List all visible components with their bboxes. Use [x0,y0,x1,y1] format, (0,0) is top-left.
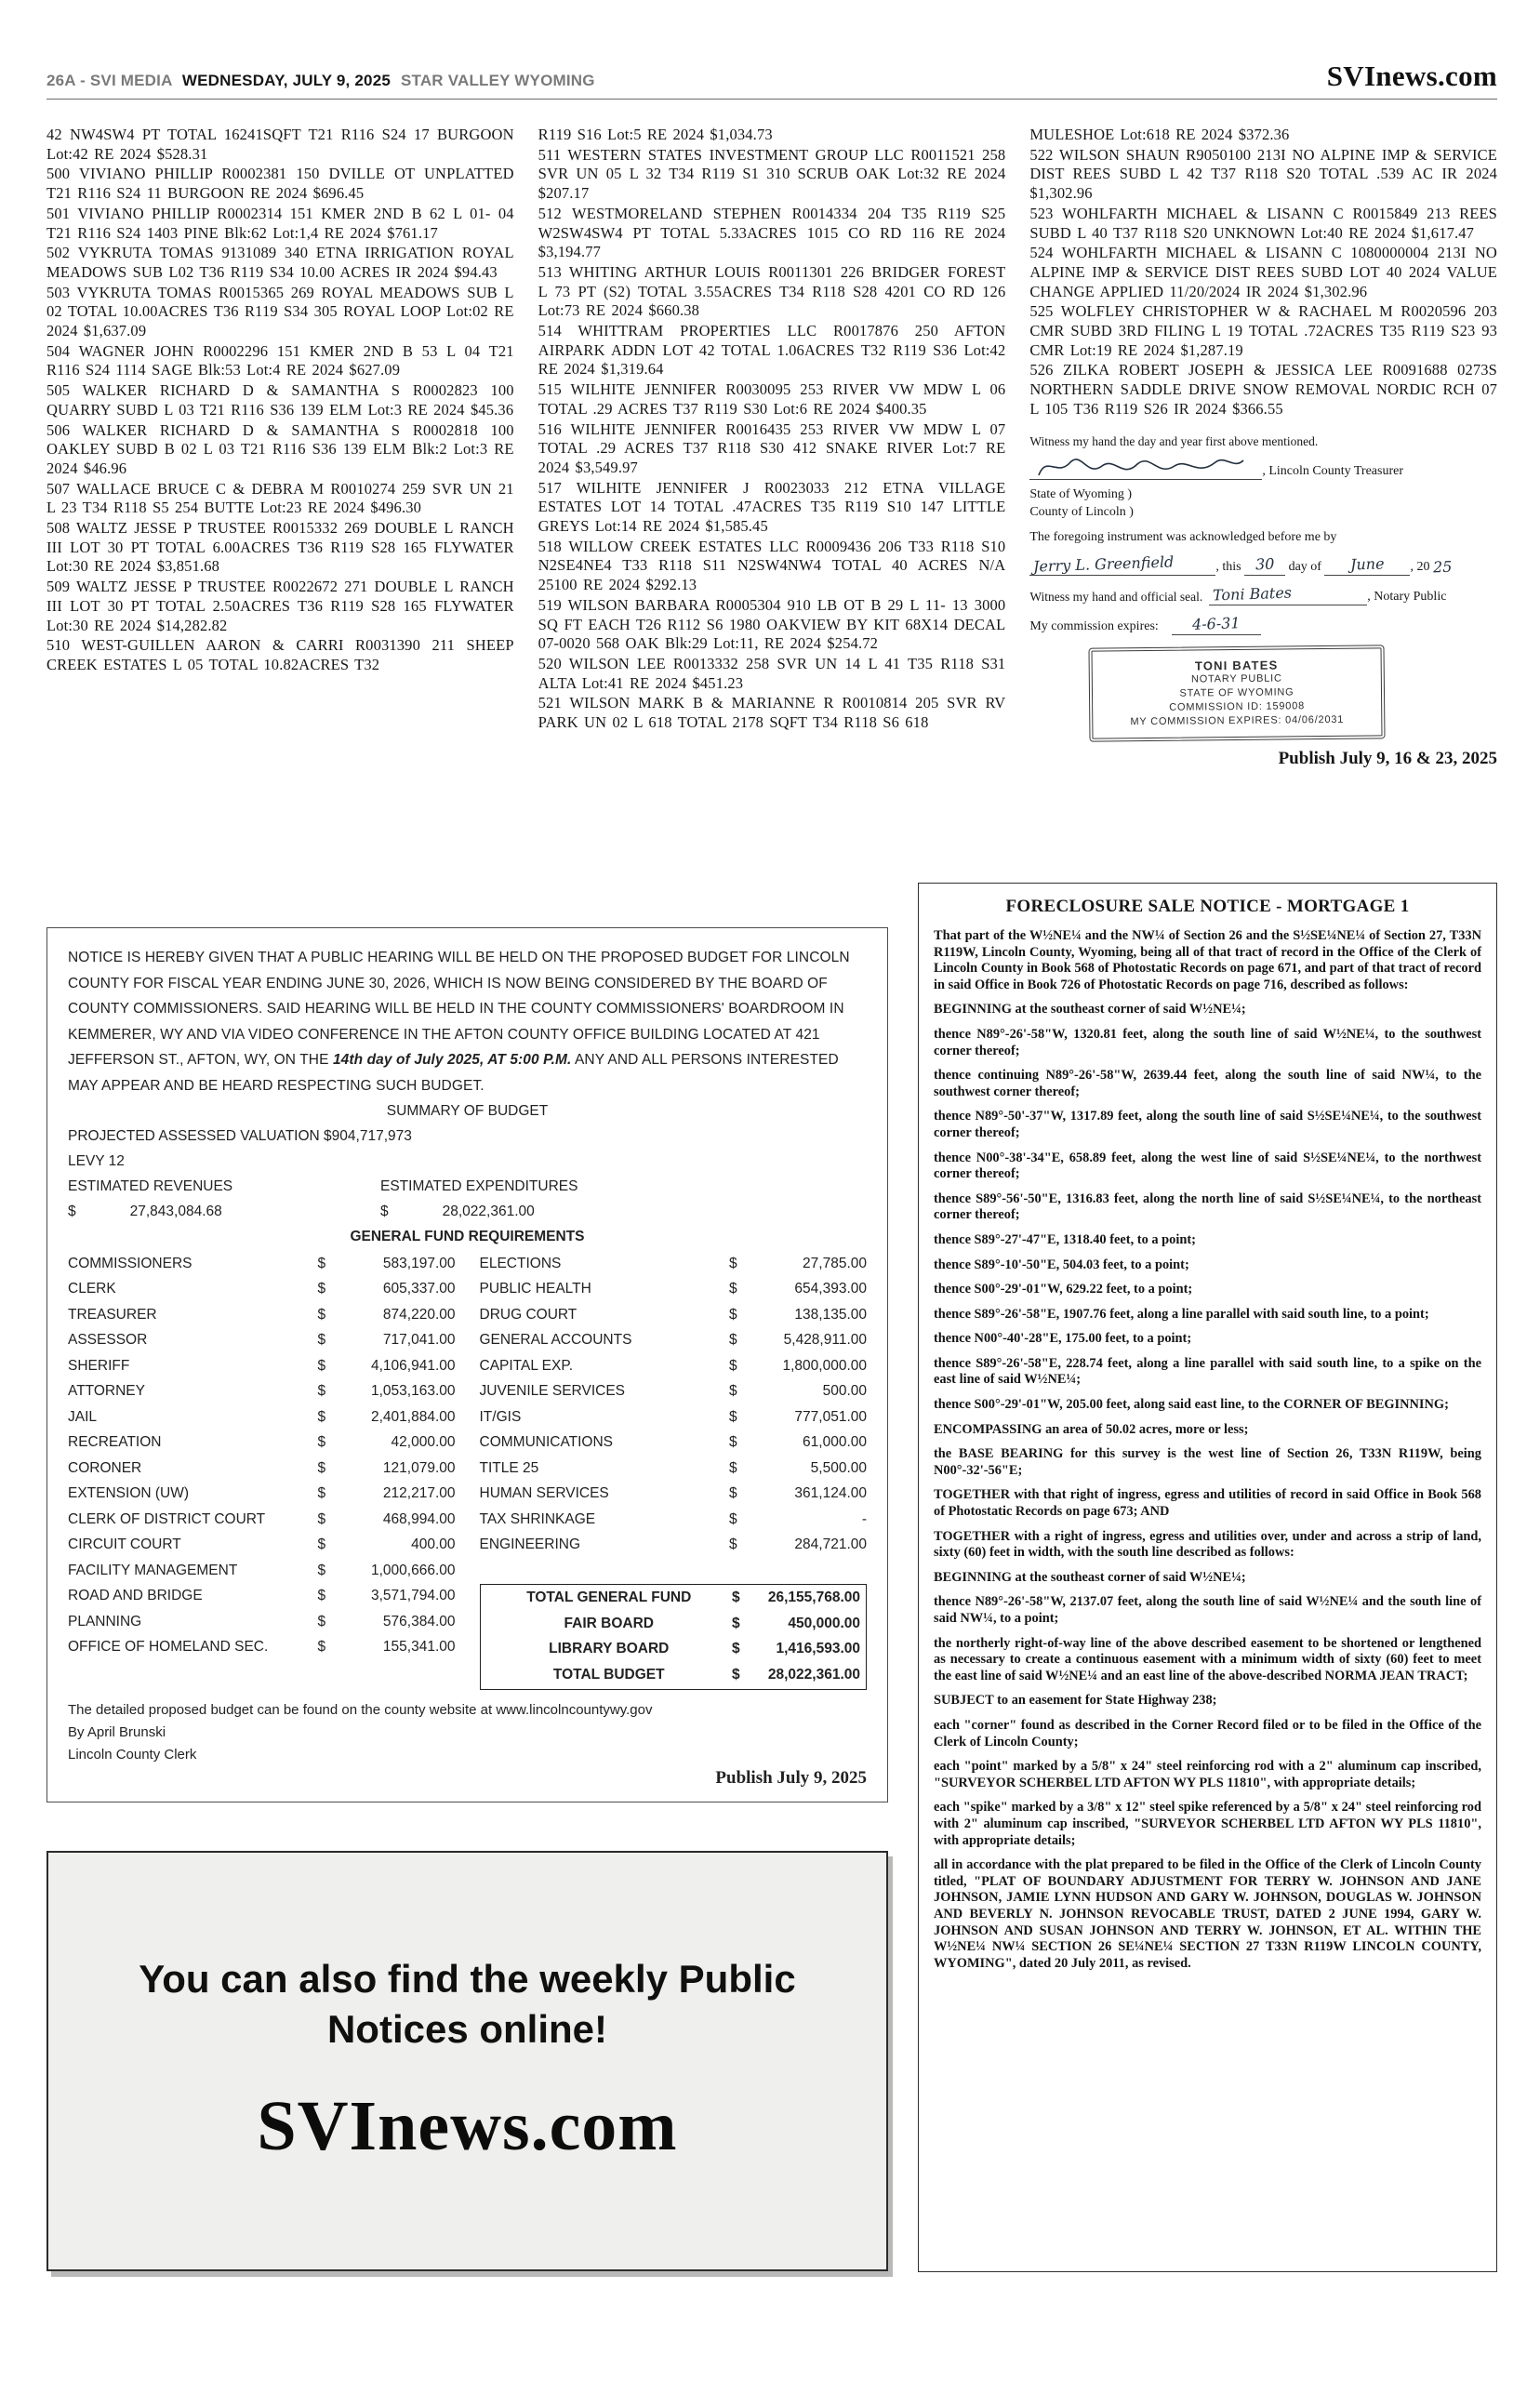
notice-paragraph: 521 WILSON MARK B & MARIANNE R R0010814 205 SVR RV PARK UN 02 L 618 TOTAL 2178 SQFT T34 R118 S6 618 [538,694,1006,732]
budget-total-amount: 1,416,593.00 [776,1641,860,1657]
notice-paragraph: 508 WALTZ JESSE P TRUSTEE R0015332 269 DOUBLE L RANCH III LOT 30 PT TOTAL 6.00ACRES T36 R119 S28 165 FLYWATER Lot:30 RE 2024 $3,851.68 [46,519,514,576]
budget-author: By April Brunski [68,1723,166,1740]
budget-row-label: RECREATION [68,1434,162,1451]
notice-paragraph: 519 WILSON BARBARA R0005304 910 LB OT B 29 L 11- 13 3000 SQ FT EACH T26 R112 S6 1980 OAKVIEW BY KIT 68X14 DECAL 07-0020 568 OAK Blk:29 Lot:11, RE 2024 $254.72 [538,595,1006,653]
budget-table-row [68,1404,456,1430]
budget-row-label: TREASURER [68,1306,157,1323]
budget-total-amount: 450,000.00 [788,1615,860,1631]
budget-row-label: JUVENILE SERVICES [479,1383,625,1400]
foreclosure-paragraph: thence S00°-29'-01"W, 629.22 feet, to a point; [934,1282,1193,1297]
budget-total-label: LIBRARY BOARD [549,1641,670,1657]
foreclosure-paragraph: BEGINNING at the southeast corner of said W½NE¼; [934,1002,1246,1018]
acknowledged-name-line [1029,552,1215,576]
budget-table-row [68,1533,456,1559]
budget-table-row [68,1251,456,1277]
budget-row-amount: 400.00 [411,1536,456,1553]
dollar-sign: $ [317,1459,326,1476]
notice-paragraph: 512 WESTMORELAND STEPHEN R0014334 204 T35 R119 S25 W2SW4SW4 PT TOTAL 5.33ACRES 1015 CO RD 116 RE 2024 $3,194.77 [538,204,1006,261]
budget-table-row [68,1635,456,1661]
header-region: STAR VALLEY WYOMING [400,72,595,89]
budget-row-label: JAIL [68,1408,98,1425]
foreclosure-paragraph: thence S00°-29'-01"W, 205.00 feet, along said east line, to the CORNER OF BEGINNING; [934,1397,1449,1413]
budget-row-amount: 3,571,794.00 [370,1588,456,1604]
budget-table-row [68,1456,456,1482]
ack-year-handwriting: 25 [1433,557,1454,576]
budget-row-label: CIRCUIT COURT [68,1536,181,1553]
budget-intro-text-1: NOTICE IS HEREBY GIVEN THAT A PUBLIC HEARING WILL BE HELD ON THE PROPOSED BUDGET FOR LINCOLN COUNTY FOR FISCAL YEAR ENDING JUNE 30, 2026, WHICH IS NOW BEING CONSIDERED BY THE BOARD OF COUNTY COMMISSIONERS. SAID HEARING WILL BE HELD IN THE COUNTY COMMISSIONERS' BOARDROOM IN KEMMERER, WY AND VIA VIDEO CONFERENCE IN THE AFTON COUNTY OFFICE BUILDING LOCATED AT 421 JEFFERSON ST., AFTON, WY, ON THE [68,950,850,1068]
notice-paragraph: 523 WOHLFARTH MICHAEL & LISANN C R0015849 213 REES SUBD L 40 T37 R118 S20 UNKNOWN Lot:40 RE 2024 $1,617.47 [1029,204,1497,242]
budget-table-row [68,1379,456,1405]
witness-statement: Witness my hand the day and year first above mentioned. [1029,433,1319,448]
treasurer-title: , Lincoln County Treasurer [1262,463,1403,478]
dollar-sign: $ [317,1383,326,1400]
notary-signature-line [1209,585,1367,605]
fund-table-left-column [68,1251,456,1690]
budget-footer [68,1699,867,1766]
dollar-sign: $ [729,1536,737,1553]
dollar-sign: $ [380,1204,389,1219]
notice-paragraph: 515 WILHITE JENNIFER R0030095 253 RIVER VW MDW L 06 TOTAL .29 ACRES T37 R119 S30 Lot:6 RE 2024 $400.35 [538,380,1006,418]
promo-text: You can also find the weekly Public Notices online! [139,1957,796,2051]
notice-paragraph: 505 WALKER RICHARD D & SAMANTHA S R0002823 100 QUARRY SUBD L 03 T21 R116 S36 139 ELM Lot:3 RE 2024 $45.36 [46,381,514,419]
budget-table-row [480,1404,868,1430]
budget-row-amount: 1,000,666.00 [370,1562,456,1578]
acknowledgement-row [1029,552,1497,576]
budget-table-row [480,1430,868,1457]
foreclosure-paragraph: thence continuing N89°-26'-58"W, 2639.44 feet, along the south line of said NW¼, to the southwest corner thereof; [934,1068,1481,1099]
budget-row-label: CLERK [68,1281,116,1297]
dollar-sign: $ [317,1357,326,1374]
dollar-sign: $ [729,1357,737,1374]
budget-row-amount: 2,401,884.00 [370,1408,456,1425]
budget-notice-box [46,927,888,1802]
budget-total-amount: 28,022,361.00 [767,1666,860,1683]
budget-row-amount: 5,500.00 [810,1459,867,1476]
budget-table-row [68,1353,456,1379]
dollar-sign: $ [729,1408,737,1425]
budget-row-label: HUMAN SERVICES [479,1485,609,1502]
dollar-sign: $ [729,1332,737,1349]
ack-day-line [1244,555,1285,576]
budget-row-label: DRUG COURT [479,1306,578,1323]
budget-row-label: TITLE 25 [479,1459,539,1476]
foreclosure-paragraph: the northerly right-of-way line of the above described easement to be shortened or lengthened as necessary to create a continuous easement with a minimum width of sixty (60) feet to meet the east line of said W½NE¼ and an east line of the above-described NORMA JEAN TRACT; [934,1635,1481,1683]
foreclosure-paragraph: TOGETHER with that right of ingress, egress and utilities of record in said Office in Book 568 of Photostatic Records on page 673; AND [934,1487,1481,1520]
treasurer-signature-line [1029,459,1262,480]
budget-row-label: ENGINEERING [479,1536,581,1553]
public-notices-promo-box [46,1851,888,2271]
budget-row-label: ROAD AND BRIDGE [68,1588,203,1604]
notice-paragraph: 500 VIVIANO PHILLIP R0002381 150 DVILLE OT UNPLATTED T21 R116 S24 11 BURGOON RE 2024 $696.45 [46,165,514,203]
dollar-sign: $ [317,1306,326,1323]
foreclosure-paragraph: thence S89°-10'-50"E, 504.03 feet, to a point; [934,1257,1189,1272]
estimated-expenditures-label: ESTIMATED EXPENDITURES [380,1178,578,1194]
budget-row-amount: 61,000.00 [803,1434,867,1451]
ack-month-handwriting: June [1349,553,1386,574]
ack-dayof-label: day of [1288,559,1321,574]
budget-table-row [68,1302,456,1328]
dollar-sign: $ [317,1434,326,1451]
dollar-sign: $ [732,1615,740,1631]
estimates-amount-row [68,1199,867,1224]
budget-table-row [68,1584,456,1610]
notice-paragraph: 506 WALKER RICHARD D & SAMANTHA S R0002818 100 OAKLEY SUBD B 02 L 03 T21 R116 S36 139 ELM Blk:2 Lot:3 RE 2024 $46.96 [46,420,514,477]
budget-row-amount: 576,384.00 [382,1613,456,1629]
budget-row-label: SHERIFF [68,1357,130,1374]
notice-paragraph: 526 ZILKA ROBERT JOSEPH & JESSICA LEE R0091688 0273S NORTHERN SADDLE DRIVE SNOW REMOVAL NORDIC RCH 07 L 105 T36 R119 S26 IR 2024 $366.55 [1029,361,1497,418]
budget-row-amount: 27,785.00 [803,1255,867,1271]
dollar-sign: $ [729,1510,737,1527]
notice-paragraph: 502 VYKRUTA TOMAS 9131089 340 ETNA IRRIGATION ROYAL MEADOWS SUB L02 T36 R119 S34 10.00 ACRES IR 2024 $94.43 [46,244,514,281]
commission-expiry-row [1029,615,1497,635]
budget-intro-paragraph [68,945,867,1098]
dollar-sign: $ [729,1434,737,1451]
budget-row-amount: 121,079.00 [382,1459,456,1476]
notice-paragraph: 513 WHITING ARTHUR LOUIS R0011301 226 BRIDGER FOREST L 73 PT (S2) TOTAL 3.55ACRES T34 R118 S28 4201 CO RD 126 Lot:73 RE 2024 $660.38 [538,262,1006,320]
budget-table-row [480,1507,868,1533]
dollar-sign: $ [317,1639,326,1656]
foreclosure-paragraph: thence S89°-56'-50"E, 1316.83 feet, along the north line of said S½SE¼NE¼, to the northeast corner thereof; [934,1190,1481,1223]
budget-summary-title: SUMMARY OF BUDGET [386,1103,549,1119]
budget-intro-text-2: ANY AND ALL PERSONS INTERESTED MAY APPEAR AND BE HEARD RESPECTING SUCH BUDGET. [68,1052,839,1094]
county-line: County of Lincoln ) [1029,504,1134,519]
general-fund-title: GENERAL FUND REQUIREMENTS [350,1229,585,1244]
budget-totals-box [480,1584,868,1690]
estimated-revenues-amount-cell [68,1199,380,1224]
foreclosure-paragraph: That part of the W½NE¼ and the NW¼ of Section 26 and the S½SE¼NE¼ of Section 27, T33N R119W, Lincoln County, Wyoming, being all of that tract of record in the Office of the Clerk of Lincoln County in Book 568 of Photostatic Records on page 671, and part of that tract of record in said Office in Book 726 of Photostatic Records on page 716, described as follows: [934,928,1481,992]
dollar-sign: $ [732,1590,740,1606]
budget-row-amount: 138,135.00 [794,1306,867,1323]
dollar-sign: $ [317,1485,326,1502]
budget-website-note: The detailed proposed budget can be found on the county website at www.lincolncountywy.gov [68,1701,653,1718]
treasurer-signature-row [1029,459,1497,480]
dollar-sign: $ [317,1613,326,1629]
budget-row-amount: 583,197.00 [382,1255,456,1271]
dollar-sign: $ [317,1281,326,1297]
notary-seal-line: STATE OF WYOMING [1179,685,1294,699]
budget-row-label: EXTENSION (UW) [68,1485,190,1502]
ack-this-label: , this [1215,559,1241,574]
notary-seal [1089,645,1386,741]
dollar-sign: $ [729,1306,737,1323]
budget-row-label: ELECTIONS [479,1255,562,1271]
budget-row-label: PUBLIC HEALTH [479,1281,591,1297]
foreclosure-paragraph: thence N00°-38'-34"E, 658.89 feet, along the west line of said S½SE¼NE¼, to the northwest corner thereof; [934,1150,1481,1182]
budget-hearing-datetime: 14th day of July 2025, AT 5:00 P.M. [332,1052,572,1068]
dollar-sign: $ [732,1641,740,1657]
notice-paragraph: 514 WHITTRAM PROPERTIES LLC R0017876 250 AFTON AIRPARK ADDN LOT 42 TOTAL 1.06ACRES T32 R119 S36 Lot:42 RE 2024 $1,319.64 [538,322,1006,379]
budget-row-amount: 361,124.00 [794,1485,867,1502]
budget-table-row [480,1328,868,1354]
tax-notice-column-3-entries [1029,126,1497,419]
budget-row-label: CAPITAL EXP. [479,1357,574,1374]
budget-row-label: CORONER [68,1459,142,1476]
acknowledged-name-handwriting: Jerry L. Greenfield [1033,552,1175,576]
official-seal-statement: Witness my hand and official seal. [1029,589,1203,604]
budget-table-row [480,1251,868,1277]
notary-seal-line: COMMISSION ID: 159008 [1169,699,1306,713]
notice-paragraph: 507 WALLACE BRUCE C & DEBRA M R0010274 259 SVR UN 21 L 23 T34 R118 S5 254 BUTTE Lot:23 RE 2024 $496.30 [46,479,514,517]
budget-total-label: FAIR BOARD [564,1615,654,1631]
budget-row-label: TAX SHRINKAGE [479,1510,596,1527]
dollar-sign: $ [729,1383,737,1400]
notary-name-handwriting: Toni Bates [1212,583,1293,605]
foreclosure-paragraph: thence N89°-26'-58"W, 1320.81 feet, along the south line of said W½NE¼, to the southwest corner thereof; [934,1026,1481,1058]
foreclosure-paragraph: TOGETHER with a right of ingress, egress and utilities over, under and across a strip of land, sixty (60) feet in width, with the south line described as follows: [934,1528,1481,1561]
estimated-revenues-amount: 27,843,084.68 [129,1204,222,1219]
tax-notice-column-2 [538,126,1006,870]
notice-paragraph: R119 S16 Lot:5 RE 2024 $1,034.73 [538,126,773,143]
budget-row-label: COMMUNICATIONS [479,1434,614,1451]
budget-total-row [486,1611,861,1637]
notice-paragraph: 510 WEST-GUILLEN AARON & CARRI R0031390 211 SHEEP CREEK ESTATES L 05 TOTAL 10.82ACRES T32 [46,636,514,673]
foreclosure-paragraph: each "spike" marked by a 3/8" x 12" steel spike referenced by a 5/8" x 24" steel reinforcing rod with 2" aluminum cap inscribed, "SURVEYOR SCHERBEL LTD AFTON WY PLS 11810", with appropriate details; [934,1800,1481,1848]
site-masthead: SVInews.com [1326,60,1497,92]
notice-paragraph: 511 WESTERN STATES INVESTMENT GROUP LLC R0011521 258 SVR UN 05 L 32 T34 R119 S1 310 SCRUB OAK Lot:32 RE 2024 $207.17 [538,145,1006,203]
notary-seal-line: MY COMMISSION EXPIRES: 04/06/2031 [1130,713,1345,727]
foreclosure-paragraph: thence N89°-26'-58"W, 2137.07 feet, along the south line of said W½NE¼ and the south line of said NW¼, to a point; [934,1594,1481,1626]
foreclosure-paragraph: thence S89°-26'-58"E, 228.74 feet, along a line parallel with said south line, to a spike on the east line of said W½NE¼; [934,1355,1481,1388]
commission-expires-label: My commission expires: [1029,619,1159,633]
state-line: State of Wyoming ) [1029,486,1133,501]
budget-total-row [486,1586,861,1612]
foreclosure-paragraph: the BASE BEARING for this survey is the west line of Section 26, T33N R119W, being N00°-32'-56"E; [934,1446,1481,1478]
commission-expires-line [1172,615,1261,635]
budget-row-label: COMMISSIONERS [68,1255,192,1271]
dollar-sign: $ [317,1536,326,1553]
budget-row-amount: 1,800,000.00 [782,1357,867,1374]
treasurer-signature-icon [1033,449,1247,483]
budget-row-amount: 284,721.00 [794,1536,867,1553]
ack-day-handwriting: 30 [1255,554,1275,573]
budget-row-amount: 5,428,911.00 [783,1332,867,1349]
foreclosure-paragraph: thence N00°-40'-28"E, 175.00 feet, to a point; [934,1331,1192,1347]
budget-table-row [480,1482,868,1508]
notice-paragraph: 501 VIVIANO PHILLIP R0002314 151 KMER 2ND B 62 L 01- 04 T21 R116 S24 1403 PINE Blk:62 Lot:1,4 RE 2024 $761.17 [46,204,514,242]
budget-row-amount: 1,053,163.00 [370,1383,456,1400]
ack-month-line [1324,555,1410,576]
notice-paragraph: 516 WILHITE JENNIFER R0016435 253 RIVER VW MDW L 07 TOTAL .29 ACRES T37 R118 S30 412 SNAKE RIVER Lot:7 RE 2024 $3,549.97 [538,419,1006,476]
budget-row-amount: 4,106,941.00 [370,1357,456,1374]
budget-row-amount: 42,000.00 [391,1434,456,1451]
budget-row-label: CLERK OF DISTRICT COURT [68,1510,266,1527]
dollar-sign: $ [68,1204,76,1219]
budget-table-row [480,1379,868,1405]
general-fund-table [68,1251,867,1690]
budget-row-label: IT/GIS [479,1408,522,1425]
notary-title: , Notary Public [1367,589,1447,604]
foreclosure-paragraph: all in accordance with the plat prepared to be filed in the Office of the Clerk of Lincoln County titled, "PLAT OF BOUNDARY ADJUSTMENT FOR TERRY W. JOHNSON AND JANE JOHNSON, JAMIE LYNN HUDSON AND GARY W. JOHNSON, DOUGLAS W. JOHNSON AND BEVERLY N. JOHNSON REVOCABLE TRUST, DATED 2 JUNE 1994, GARY W. JOHNSON AND SUSAN JOHNSON AND TERRY W. JOHNSON, ET AL. WITHIN THE W½NE¼ NW¼ SECTION 26 SE¼NE¼ SECTION 27 T33N R119W LINCOLN COUNTY, WYOMING", dated 20 July 2011, as revised. [934,1857,1481,1971]
budget-total-label: TOTAL GENERAL FUND [526,1590,692,1606]
budget-row-amount: 500.00 [822,1383,867,1400]
budget-table-row [68,1609,456,1635]
foreclosure-paragraph: BEGINNING at the southeast corner of said W½NE¼; [934,1569,1246,1585]
foreclosure-paragraph: ENCOMPASSING an area of 50.02 acres, more or less; [934,1421,1249,1437]
budget-row-label: GENERAL ACCOUNTS [479,1332,632,1349]
page-header [46,61,1497,100]
budget-table-row [480,1456,868,1482]
budget-total-row [486,1662,861,1688]
budget-total-amount: 26,155,768.00 [767,1590,860,1606]
budget-total-label: TOTAL BUDGET [552,1666,665,1683]
dollar-sign: $ [317,1332,326,1349]
fund-table-right-column [480,1251,868,1690]
tax-notice-column-3 [1029,126,1497,870]
acknowledgement-statement: The foregoing instrument was acknowledged before me by [1029,529,1337,544]
dollar-sign: $ [732,1666,740,1683]
foreclosure-paragraph: thence S89°-26'-58"E, 1907.76 feet, along a line parallel with said south line, to a point; [934,1306,1429,1322]
notice-paragraph: 509 WALTZ JESSE P TRUSTEE R0022672 271 DOUBLE L RANCH III LOT 30 PT TOTAL 2.50ACRES T36 R119 S28 165 FLYWATER Lot:30 RE 2024 $14,282.82 [46,578,514,634]
notary-signature-row [1029,585,1497,605]
levy-line: LEVY 12 [68,1153,125,1169]
tax-notice-column-1 [46,126,514,870]
notice-paragraph: 525 WOLFLEY CHRISTOPHER W & RACHAEL M R0020596 203 CMR SUBD 3RD FILING L 19 TOTAL .72ACRES T35 R119 S23 93 CMR Lot:19 RE 2024 $1,287.19 [1029,302,1497,359]
budget-table-row [480,1353,868,1379]
dollar-sign: $ [729,1485,737,1502]
budget-total-row [486,1637,861,1663]
notice-paragraph: 42 NW4SW4 PT TOTAL 16241SQFT T21 R116 S24 17 BURGOON Lot:42 RE 2024 $528.31 [46,126,514,163]
notice-paragraph: MULESHOE Lot:618 RE 2024 $372.36 [1029,126,1290,143]
budget-row-label: OFFICE OF HOMELAND SEC. [68,1639,269,1656]
notice-paragraph: 518 WILLOW CREEK ESTATES LLC R0009436 206 T33 R118 S10 N2SE4NE4 T33 R118 S11 N2SW4NW4 TOTAL 40 ACRES N/A 25100 RE 2024 $292.13 [538,537,1006,594]
lower-right-column [918,883,1497,2272]
dollar-sign: $ [729,1255,737,1271]
budget-row-amount: 717,041.00 [382,1332,456,1349]
notary-seal-line: NOTARY PUBLIC [1191,672,1283,685]
notary-seal-line: TONI BATES [1195,658,1279,673]
foreclosure-paragraph: thence N89°-50'-37"W, 1317.89 feet, along the south line of said S½SE¼NE¼, to the southwest corner thereof; [934,1109,1481,1140]
foreclosure-paragraph: thence S89°-27'-47"E, 1318.40 feet, to a point; [934,1231,1196,1247]
budget-row-amount: 155,341.00 [382,1639,456,1656]
notice-paragraph: 504 WAGNER JOHN R0002296 151 KMER 2ND B 53 L 04 T21 R116 S24 1114 SAGE Blk:53 Lot:4 RE 2024 $627.09 [46,341,514,379]
foreclosure-notice-box [918,883,1497,2272]
budget-table-row [480,1302,868,1328]
foreclosure-title: FORECLOSURE SALE NOTICE - MORTGAGE 1 [1005,897,1410,916]
budget-row-label: ATTORNEY [68,1383,145,1400]
header-left [46,72,595,90]
page-number: 26A - SVI MEDIA [46,72,172,89]
fund-table-spacer [480,1558,868,1584]
dollar-sign: $ [317,1588,326,1604]
estimated-expenditures-amount: 28,022,361.00 [442,1204,535,1219]
lower-section [46,883,1497,2272]
foreclosure-paragraph: SUBJECT to an easement for State Highway 238; [934,1693,1217,1709]
lower-left-column [46,927,888,2271]
header-date: WEDNESDAY, JULY 9, 2025 [181,72,392,89]
budget-table-row [68,1482,456,1508]
budget-row-amount: 212,217.00 [382,1485,456,1502]
notice-paragraph: 520 WILSON LEE R0013332 258 SVR UN 14 L 41 T35 R118 S31 ALTA Lot:41 RE 2024 $451.23 [538,654,1006,692]
dollar-sign: $ [729,1281,737,1297]
dollar-sign: $ [317,1510,326,1527]
budget-row-amount: 777,051.00 [794,1408,867,1425]
estimates-label-row [68,1174,867,1199]
notice-paragraph: 517 WILHITE JENNIFER J R0023033 212 ETNA VILLAGE ESTATES LOT 14 TOTAL .47ACRES T35 R119 S10 147 LITTLE GREYS Lot:14 RE 2024 $1,585.45 [538,478,1006,536]
notice-paragraph: 524 WOHLFARTH MICHAEL & LISANN C 1080000004 213I NO ALPINE IMP & SERVICE DIST REES SUBD LOT 40 2024 VALUE CHANGE APPLIED 11/20/2024 IR 2024 $1,302.96 [1029,244,1497,300]
dollar-sign: $ [317,1255,326,1271]
budget-author-title: Lincoln County Clerk [68,1746,197,1762]
budget-table-row [68,1277,456,1303]
assessed-valuation: PROJECTED ASSESSED VALUATION $904,717,973 [68,1128,412,1144]
tax-notice-publish-line: Publish July 9, 16 & 23, 2025 [1278,748,1497,768]
estimated-expenditures-amount-cell [380,1199,867,1224]
budget-table-row [68,1507,456,1533]
foreclosure-paragraph: each "corner" found as described in the Corner Record filed or to be filed in the Office of the Clerk of Lincoln County; [934,1717,1481,1749]
tax-notice-section [46,126,1497,870]
treasurer-attestation-block [1029,432,1497,767]
notice-paragraph: 503 VYKRUTA TOMAS R0015365 269 ROYAL MEADOWS SUB L 02 TOTAL 10.00ACRES T36 R119 S34 305 ROYAL LOOP Lot:02 RE 2024 $1,637.09 [46,283,514,340]
budget-table-row [68,1558,456,1584]
dollar-sign: $ [729,1459,737,1476]
budget-table-row [480,1277,868,1303]
budget-row-amount: - [861,1510,867,1527]
budget-row-label: PLANNING [68,1613,142,1629]
budget-table-row [68,1328,456,1354]
budget-row-amount: 468,994.00 [382,1510,456,1527]
dollar-sign: $ [317,1408,326,1425]
fund-table-right-rows [480,1251,868,1558]
commission-expires-handwriting: 4-6-31 [1191,613,1241,633]
budget-row-amount: 874,220.00 [382,1306,456,1323]
budget-row-label: FACILITY MANAGEMENT [68,1562,238,1578]
budget-publish-line: Publish July 9, 2025 [715,1767,867,1788]
budget-table-row [68,1430,456,1457]
budget-row-label: ASSESSOR [68,1332,148,1349]
budget-row-amount: 654,393.00 [794,1281,867,1297]
dollar-sign: $ [317,1562,326,1578]
promo-site-name: SVInews.com [257,2087,678,2165]
estimated-revenues-label: ESTIMATED REVENUES [68,1178,233,1194]
foreclosure-body [934,928,1481,1972]
notice-paragraph: 522 WILSON SHAUN R9050100 213I NO ALPINE IMP & SERVICE DIST REES SUBD L 42 T37 R118 S20 TOTAL .539 AC IR 2024 $1,302.96 [1029,145,1497,203]
ack-year-prefix: , 20 [1410,559,1430,574]
foreclosure-paragraph: each "point" marked by a 5/8" x 24" steel reinforcing rod with a 2" aluminum cap inscribed, "SURVEYOR SCHERBEL LTD AFTON WY PLS 11810", with appropriate details; [934,1759,1481,1790]
budget-table-row [480,1533,868,1559]
budget-row-amount: 605,337.00 [382,1281,456,1297]
